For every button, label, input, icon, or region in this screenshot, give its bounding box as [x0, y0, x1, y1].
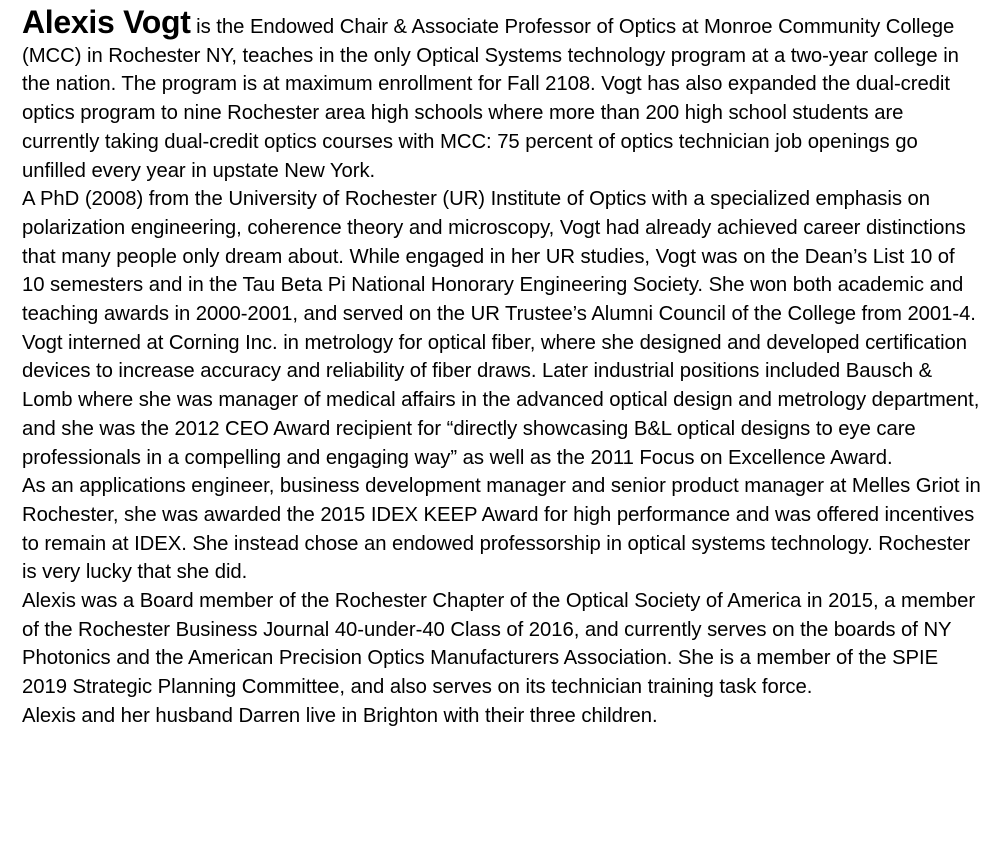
family-paragraph: Alexis and her husband Darren live in Brighton with their three children.: [22, 704, 658, 727]
industry-paragraph: Vogt interned at Corning Inc. in metrology for optical fiber, where she designed and developed certification devices to increase accuracy and reliability of fiber draws. Later industrial positions included Bausch & Lomb where she was manager of medical affairs in the advanced optical design and metrology department, and she was the 2012 CEO Award recipient for “directly showcasing B&L optical designs to eye care professionals in a compelling and engaging way” as well as the 2011 Focus on Excellence Award.: [22, 331, 980, 469]
engineering-career-paragraph: As an applications engineer, business development manager and senior product manager at Melles Griot in Rochester, she was awarded the 2015 IDEX KEEP Award for high performance and was offered incentives to remain at IDEX. She instead chose an endowed professorship in optical systems technology. Rochester is very lucky that she did.: [22, 475, 981, 584]
intro-text: is the Endowed Chair & Associate Professor of Optics at Monroe Community College (MCC) in Rochester NY, teaches in the only Optical Systems technology program at a two-year college in the nation. The program is at maximum enrollment for Fall 2108. Vogt has also expanded the dual-credit optics program to nine Rochester area high schools where more than 200 high school students are currently taking dual-credit optics courses with MCC: 75 percent of optics technician job openings go unfilled every year in upstate New York.: [22, 16, 959, 182]
bio-intro-paragraph: [22, 4, 982, 185]
person-name: Alexis Vogt: [22, 4, 191, 40]
boards-paragraph: Alexis was a Board member of the Rochester Chapter of the Optical Society of America in 2015, a member of the Rochester Business Journal 40-under-40 Class of 2016, and currently serves on the boards of NY Photonics and the American Precision Optics Manufacturers Association. She is a member of the SPIE 2019 Strategic Planning Committee, and also serves on its technician training task force.: [22, 590, 976, 699]
education-paragraph: A PhD (2008) from the University of Rochester (UR) Institute of Optics with a specialized emphasis on polarization engineering, coherence theory and microscopy, Vogt had already achieved career distinctions that many people only dream about. While engaged in her UR studies, Vogt was on the Dean’s List 10 of 10 semesters and in the Tau Beta Pi National Honorary Engineering Society. She won both academic and teaching awards in 2000-2001, and served on the UR Trustee’s Alumni Council of the College from 2001-4.: [22, 188, 976, 326]
